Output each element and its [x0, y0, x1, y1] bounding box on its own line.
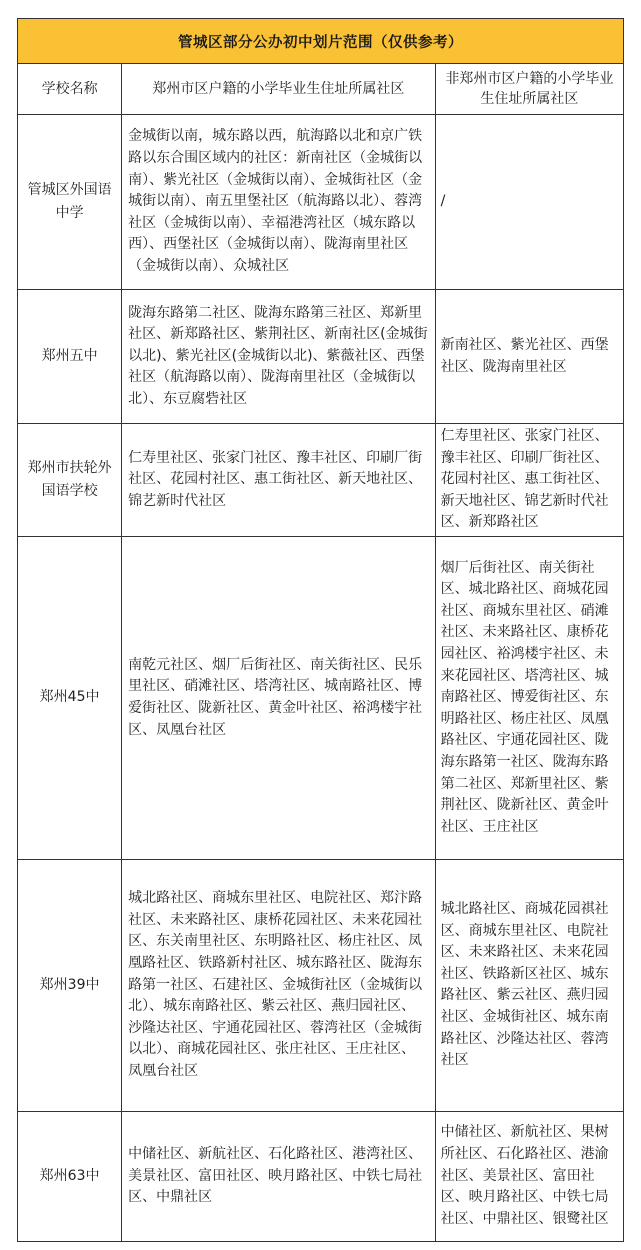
table-row	[18, 424, 624, 537]
table-row	[18, 536, 624, 859]
nonlocal-communities: /	[435, 115, 623, 290]
table-row	[18, 859, 624, 1111]
school-name: 郑州市扶轮外国语学校	[18, 424, 122, 537]
nonlocal-communities: 烟厂后街社区、南关街社区、城北路社区、商城花园社区、商城东里社区、硝滩社区、未来路社区、康桥花园社区、裕鸿楼宇社区、未来花园社区、塔湾社区、城南路社区、博爱街社区、东明路社区、杨庄社区、凤凰路社区、宇通花园社区、陇海东路第一社区、陇海东路第二社区、郑新里社区、紫荆社区、陇新社区、黄金叶社区、王庄社区	[435, 536, 623, 859]
header-school-label: 学校名称	[41, 81, 98, 97]
title-row	[18, 19, 624, 64]
nonlocal-communities: 中储社区、新航社区、果树所社区、石化路社区、港渝社区、美景社区、富田社区、映月路社区、中铁七局社区、中鼎社区、银鹭社区	[435, 1111, 623, 1241]
table-row	[18, 115, 624, 290]
school-name: 郑州39中	[18, 859, 122, 1111]
table-row	[18, 290, 624, 424]
local-communities: 城北路社区、商城东里社区、电院社区、郑汴路社区、未来路社区、康桥花园社区、未来花园社区、东关南里社区、东明路社区、杨庄社区、凤凰路社区、铁路新村社区、城东路社区、陇海东路第一社区、石建社区、金城街社区（金城街以北）、城东南路社区、紫云社区、燕归园社区、沙隆达社区、宇通花园社区、蓉湾社区（金城街以北）、商城花园社区、张庄社区、王庄社区、凤凰台社区	[122, 859, 436, 1111]
header-local-label: 郑州市区户籍的小学毕业生住址所属社区	[152, 81, 405, 97]
local-communities: 陇海东路第二社区、陇海东路第三社区、郑新里社区、新郑路社区、紫荆社区、新南社区(金城街以北)、紫光社区(金城街以北)、紫薇社区、西堡社区（航海路以南）、陇海南里社区（金城街以北）、东豆腐砦社区	[122, 290, 436, 424]
nonlocal-communities: 城北路社区、商城花园祺社区、商城东里社区、电院社区、未来路社区、未来花园社区、铁路新区社区、城东路社区、紫云社区、燕归园社区、金城街社区、城东南路社区、沙隆达社区、蓉湾社区	[435, 859, 623, 1111]
header-row	[18, 64, 624, 115]
local-communities: 金城街以南，城东路以西，航海路以北和京广铁路以东合围区域内的社区：新南社区（金城街以南）、紫光社区（金城街以南）、金城街社区（金城街以南）、南五里堡社区（航海路以北）、蓉湾社区（金城街以南）、幸福港湾社区（城东路以西）、西堡社区（金城街以南）、陇海南里社区（金城街以南）、众城社区	[122, 115, 436, 290]
school-name: 郑州五中	[18, 290, 122, 424]
header-local-residents	[122, 64, 436, 115]
table-row	[18, 1111, 624, 1241]
local-communities: 中储社区、新航社区、石化路社区、港湾社区、美景社区、富田社区、映月路社区、中铁七局社区、中鼎社区	[122, 1111, 436, 1241]
nonlocal-communities: 仁寿里社区、张家门社区、豫丰社区、印刷厂街社区、花园村社区、惠工街社区、新天地社区、锦艺新时代社区、新郑路社区	[435, 424, 623, 537]
school-name: 管城区外国语中学	[18, 115, 122, 290]
header-school-name	[18, 64, 122, 115]
nonlocal-communities: 新南社区、紫光社区、西堡社区、陇海南里社区	[435, 290, 623, 424]
local-communities: 仁寿里社区、张家门社区、豫丰社区、印刷厂街社区、花园村社区、惠工街社区、新天地社区、锦艺新时代社区	[122, 424, 436, 537]
school-name: 郑州45中	[18, 536, 122, 859]
district-table-container	[17, 18, 624, 1242]
school-district-table	[17, 18, 624, 1242]
header-nonlocal-residents	[435, 64, 623, 115]
table-title: 管城区部分公办初中划片范围（仅供参考）	[18, 19, 624, 64]
header-nonlocal-label: 非郑州市区户籍的小学毕业生住址所属社区	[445, 71, 614, 107]
local-communities: 南乾元社区、烟厂后街社区、南关街社区、民乐里社区、硝滩社区、塔湾社区、城南路社区、博爱街社区、陇新社区、黄金叶社区、裕鸿楼宇社区、凤凰台社区	[122, 536, 436, 859]
school-name: 郑州63中	[18, 1111, 122, 1241]
